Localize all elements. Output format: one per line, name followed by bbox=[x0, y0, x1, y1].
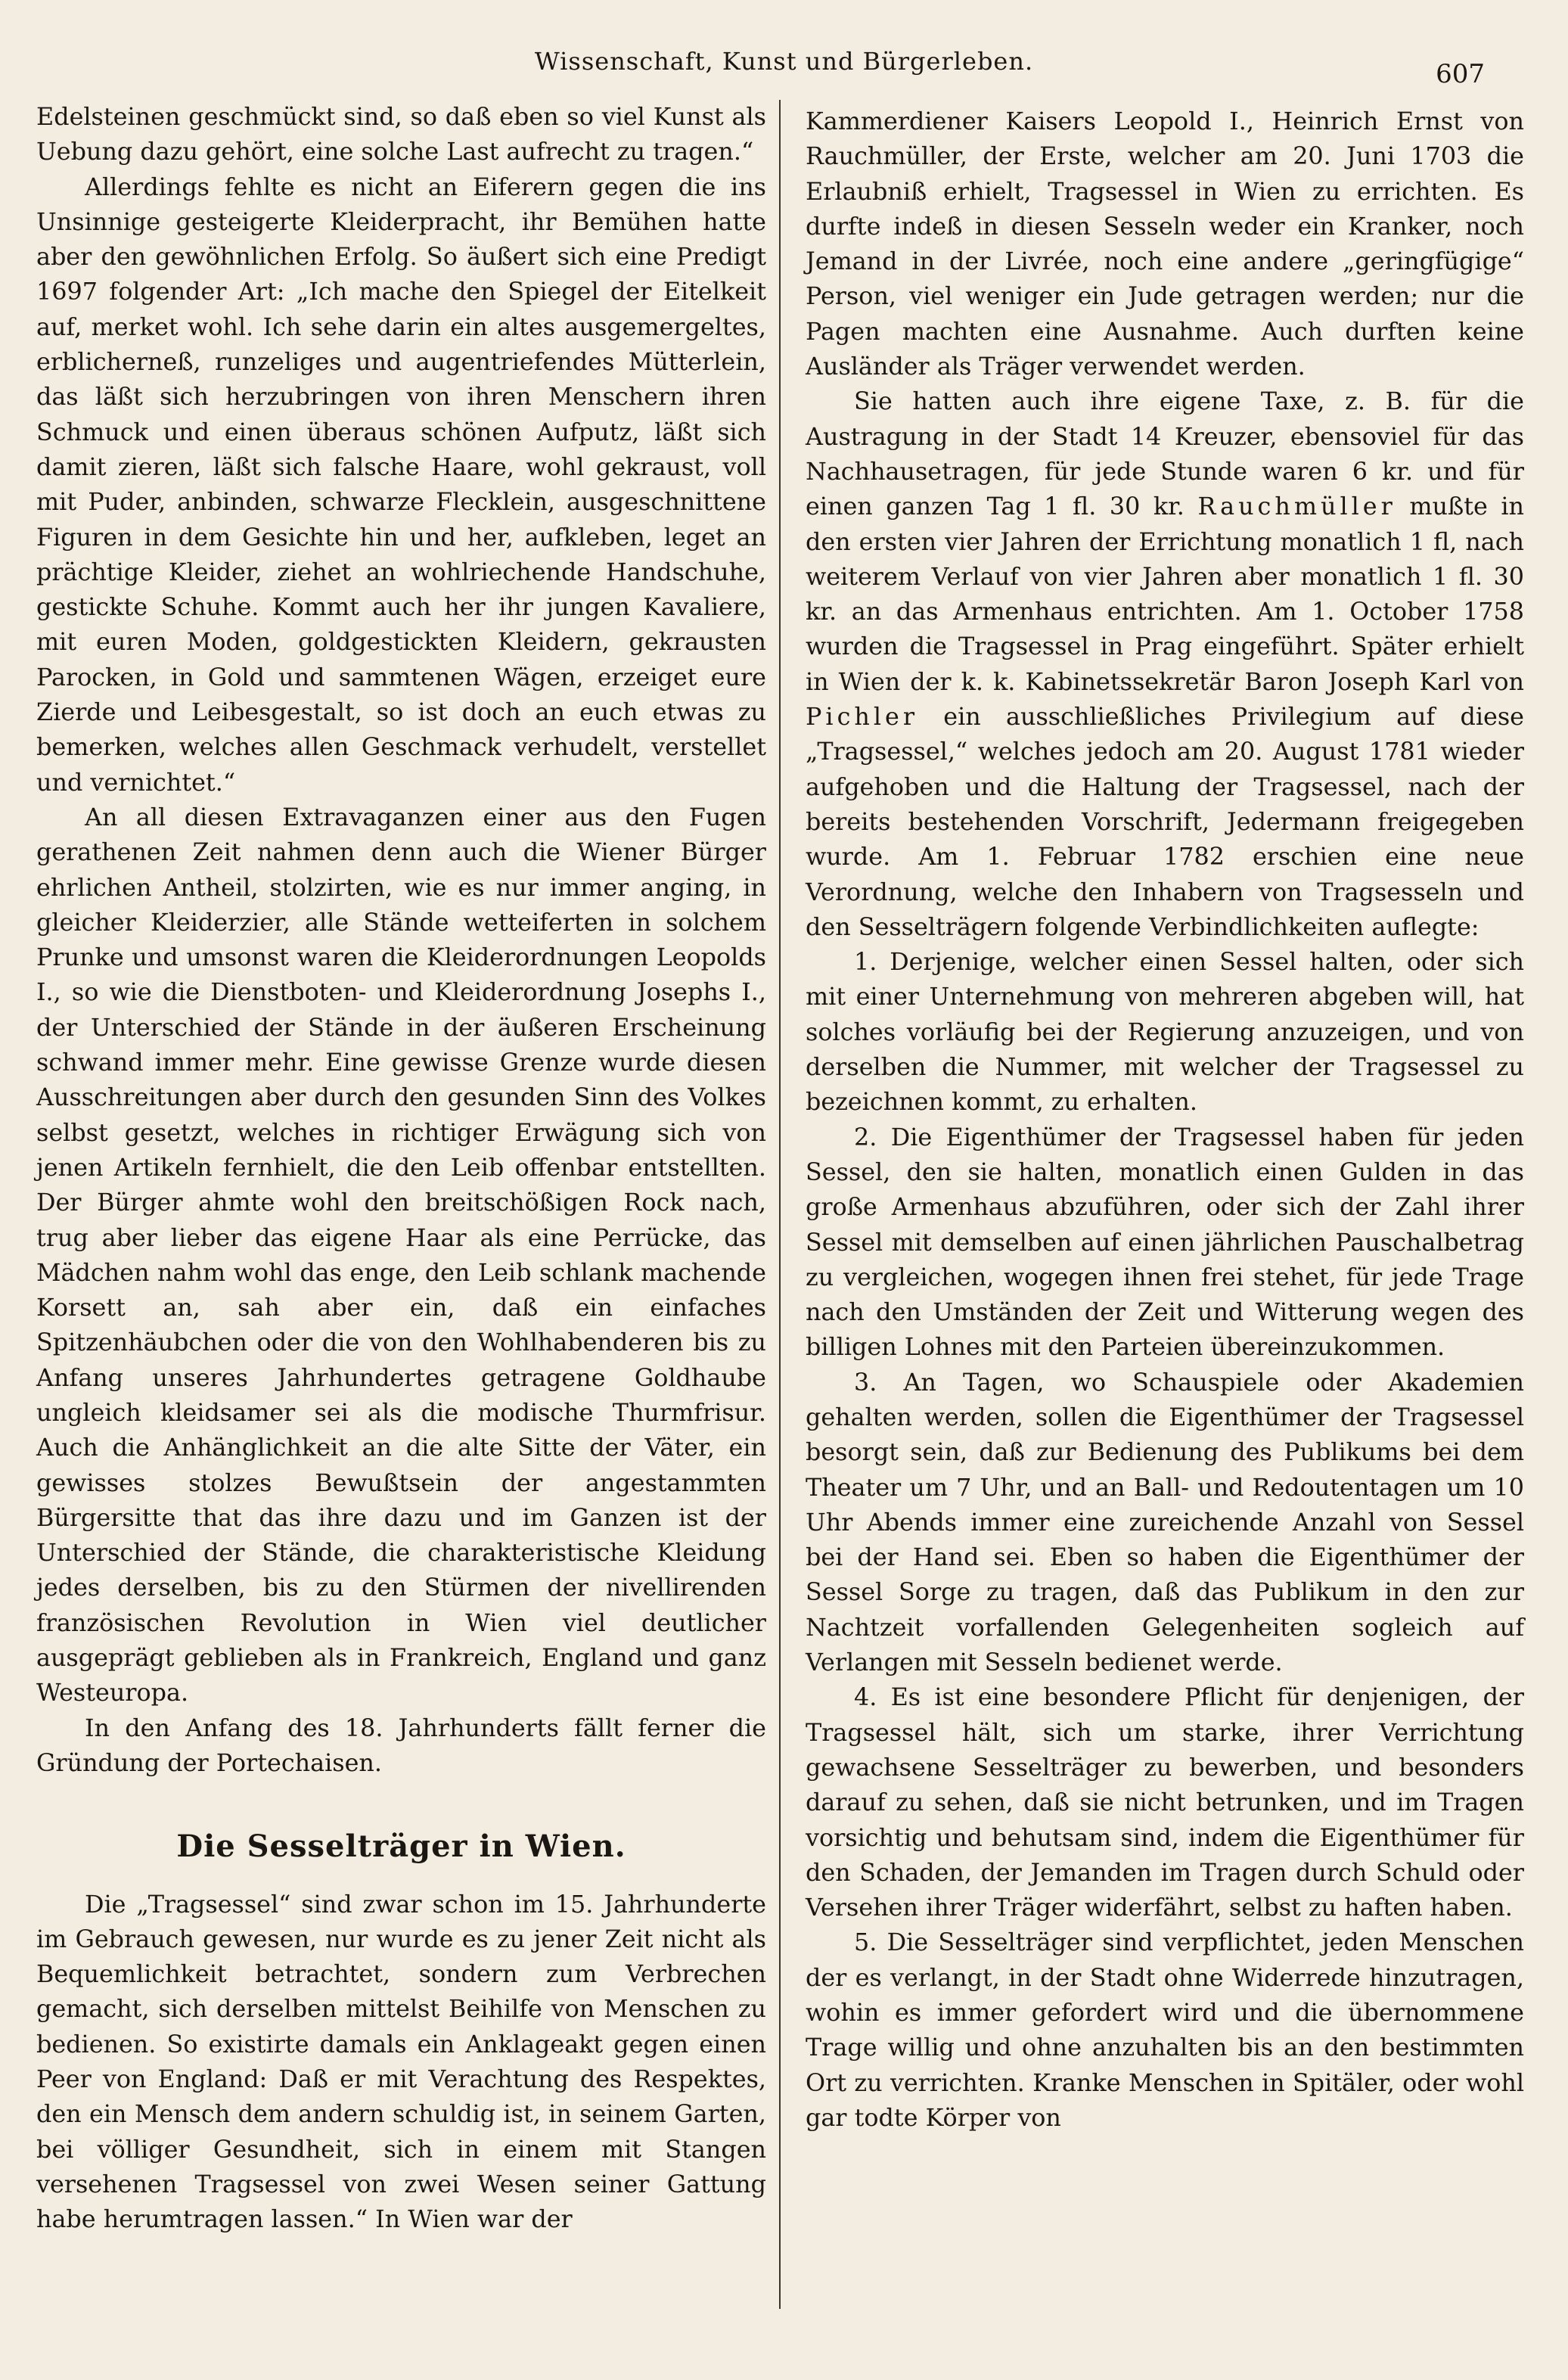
right-column bbox=[806, 104, 1524, 2136]
paragraph: Allerdings fehlte es nicht an Eiferern gegen die ins Unsinnige gesteigerte Kleiderpracht, ihr Bemühen hatte aber den gewöhnlichen Erfolg. So äußert sich eine Predigt 1697 folgender Art: „Ich mache den Spiegel der Eitelkeit auf, merket wohl. Ich sehe darin ein altes ausgemergeltes, erblicherneß, runzeliges und augentriefendes Mütterlein, das läßt sich herzubringen von ihren Menschern ihren Schmuck und einen überaus schönen Aufputz, läßt sich damit zieren, läßt sich falsche Haare, wohl gekraust, voll mit Puder, anbinden, schwarze Flecklein, ausgeschnittene Figuren in dem Gesichte hin und her, aufkleben, leget an prächtige Kleider, ziehet an wohlriechende Handschuhe, gestickte Schuhe. Kommt auch her ihr jungen Kavaliere, mit euren Moden, goldgestickten Kleidern, gekrausten Parocken, in Gold und sammtenen Wägen, erzeiget eure Zierde und Leibesgestalt, so ist doch an euch etwas zu bemerken, welches allen Geschmack verhudelt, verstellet und vernichtet.“ bbox=[36, 172, 766, 797]
list-item: 4. Es ist eine besondere Pflicht für denjenigen, der Tragsessel hält, sich um starke, ihrer Verrichtung gewachsene Sesselträger zu bewerben, und besonders darauf zu sehen, daß sie nicht betrunken, und im Tragen vorsichtig und behutsam sind, indem die Eigenthümer für den Schaden, der Jemanden im Tragen durch Schuld oder Versehen ihrer Träger widerfährt, selbst zu haften haben. bbox=[806, 1683, 1524, 1922]
spaced-name: Rauchmüller bbox=[1197, 492, 1396, 521]
running-head: Wissenschaft, Kunst und Bürgerleben. bbox=[534, 47, 1034, 76]
list-item: 2. Die Eigenthümer der Tragsessel haben für jeden Sessel, den sie halten, monatlich einen Gulden in das große Armenhaus abzuführen, oder sich der Zahl ihrer Sessel mit demselben auf einen jährlichen Pauschalbetrag zu vergleichen, wogegen ihnen frei stehet, für jede Trage nach den Umständen der Zeit und Witterung wegen des billigen Lohnes mit den Parteien übereinzukommen. bbox=[806, 1123, 1524, 1362]
paragraph: In den Anfang des 18. Jahrhunderts fällt ferner die Gründung der Portechaisen. bbox=[36, 1714, 766, 1777]
section-heading: Die Sesselträger in Wien. bbox=[176, 1828, 626, 1865]
list-item: 5. Die Sesselträger sind verpflichtet, jeden Menschen der es verlangt, in der Stadt ohne Widerrede hinzutragen, wohin es immer gefordert wird und die übernommene Trage willig und ohne anzuhalten bis an den bestimmten Ort zu verrichten. Kranke Menschen in Spitäler, oder wohl gar todte Körper von bbox=[806, 1928, 1524, 2132]
paragraph: An all diesen Extravaganzen einer aus den Fugen gerathenen Zeit nahmen denn auch die Wiener Bürger ehrlichen Antheil, stolzirten, wie es nur immer anging, in gleicher Kleiderzier, alle Stände wetteiferten in solchem Prunke und umsonst waren die Kleiderordnungen Leopolds I., so wie die Dienstboten- und Kleiderordnung Josephs I., der Unterschied der Stände in der äußeren Erscheinung schwand immer mehr. Eine gewisse Grenze wurde diesen Ausschreitungen aber durch den gesunden Sinn des Volkes selbst gesetzt, welches in richtiger Erwägung sich von jenen Artikeln fernhielt, die den Leib offenbar entstellten. Der Bürger ahmte wohl den breitschößigen Rock nach, trug aber lieber das eigene Haar als eine Perrücke, das Mädchen nahm wohl das enge, den Leib schlank machende Korsett an, sah aber ein, daß ein einfaches Spitzenhäubchen oder die von den Wohlhabenderen bis zu Anfang unseres Jahrhundertes getragene Goldhaube ungleich kleidsamer sei als die modische Thurmfrisur. Auch die Anhänglichkeit an die alte Sitte der Väter, ein gewisses stolzes Bewußtsein der angestammten Bürgersitte that das ihre dazu und im Ganzen ist der Unterschied der Stände, die charakteristische Kleidung jedes derselben, bis zu den Stürmen der nivellirenden französischen Revolution in Wien viel deutlicher ausgeprägt geblieben als in Frankreich, England und ganz Westeuropa. bbox=[36, 803, 766, 1707]
paragraph bbox=[806, 384, 1524, 945]
column-rule bbox=[779, 100, 781, 2309]
text: mußte in den ersten vier Jahren der Errichtung monatlich 1 fl, nach weiterem Verlauf von vier Jahren aber monatlich 1 fl. 30 kr. an das Armenhaus entrichten. Am 1. October 1758 wurden die Tragsessel in Prag eingeführt. Später erhielt in Wien der k. k. Kabinetssekretär Baron Joseph Karl von bbox=[806, 492, 1524, 696]
paragraph: Edelsteinen geschmückt sind, so daß eben so viel Kunst als Uebung dazu gehört, eine solche Last aufrecht zu tragen.“ bbox=[36, 103, 766, 166]
spaced-name: Pichler bbox=[806, 703, 919, 732]
list-item: 1. Derjenige, welcher einen Sessel halten, oder sich mit einer Unternehmung von mehreren abgeben will, hat solches vorläufig bei der Regierung anzuzeigen, und von derselben die Nummer, mit welcher der Tragsessel zu bezeichnen kommt, zu erhalten. bbox=[806, 948, 1524, 1117]
list-item: 3. An Tagen, wo Schauspiele oder Akademien gehalten werden, sollen die Eigenthümer der Tragsessel besorgt sein, daß zur Bedienung des Publikums bei dem Theater um 7 Uhr, und an Ball- und Redoutentagen um 10 Uhr Abends immer eine zureichende Anzahl von Sessel bei der Hand sei. Eben so haben die Eigenthümer der Sessel Sorge zu tragen, daß das Publikum in den zur Nachtzeit vorfallenden Gelegenheiten sogleich auf Verlangen mit Sesseln bedienet werde. bbox=[806, 1368, 1524, 1677]
page-number: 607 bbox=[1436, 59, 1485, 89]
text: ein ausschließliches Privilegium auf diese „Tragsessel,“ welches jedoch am 20. August 1781 wieder aufgehoben und die Haltung der Tragsessel, nach der bereits bestehenden Vorschrift, Jedermann freigegeben wurde. Am 1. Februar 1782 erschien eine neue Verordnung, welche den Inhabern von Tragsesseln und den Sesselträgern folgende Verbindlichkeiten auflegte: bbox=[806, 703, 1524, 941]
text: Die „Tragsessel“ sind zwar schon im 15. Jahrhunderte im Gebrauch gewesen, nur wurde es zu jener Zeit nicht als Bequemlichkeit betrachtet, sondern zum Verbrechen gemacht, sich derselben mittelst Beihilfe von Menschen zu bedienen. So existirte damals ein Anklageakt gegen einen Peer von England: Daß er mit Verachtung des Respektes, den ein Mensch dem andern schuldig ist, in seinem Garten, bei völliger Gesundheit, sich in einem mit Stangen versehenen Tragsessel von zwei Wesen seiner Gattung habe herumtragen lassen.“ bbox=[36, 1890, 766, 2234]
paragraph bbox=[36, 1888, 766, 2238]
paragraph: Kammerdiener Kaisers Leopold I., Heinrich Ernst von Rauchmüller, der Erste, welcher am 20. Juni 1703 die Erlaubniß erhielt, Tragsessel in Wien zu errichten. Es durfte indeß in diesen Sesseln weder ein Kranker, noch Jemand in der Livrée, noch eine andere „geringfügige“ Person, viel weniger ein Jude getragen werden; nur die Pagen machten eine Ausnahme. Auch durften keine Ausländer als Träger verwendet werden. bbox=[806, 107, 1524, 381]
text: Sie hatten auch ihre eigene Taxe, z. B. für die Austragung in der Stadt 14 Kreuzer, ebensoviel für das Nachhausetragen, für jede Stunde waren 6 kr. und für einen ganzen Tag 1 fl. 30 kr. bbox=[806, 387, 1524, 521]
left-column bbox=[36, 100, 766, 2238]
text: In Wien war der bbox=[375, 2205, 573, 2234]
